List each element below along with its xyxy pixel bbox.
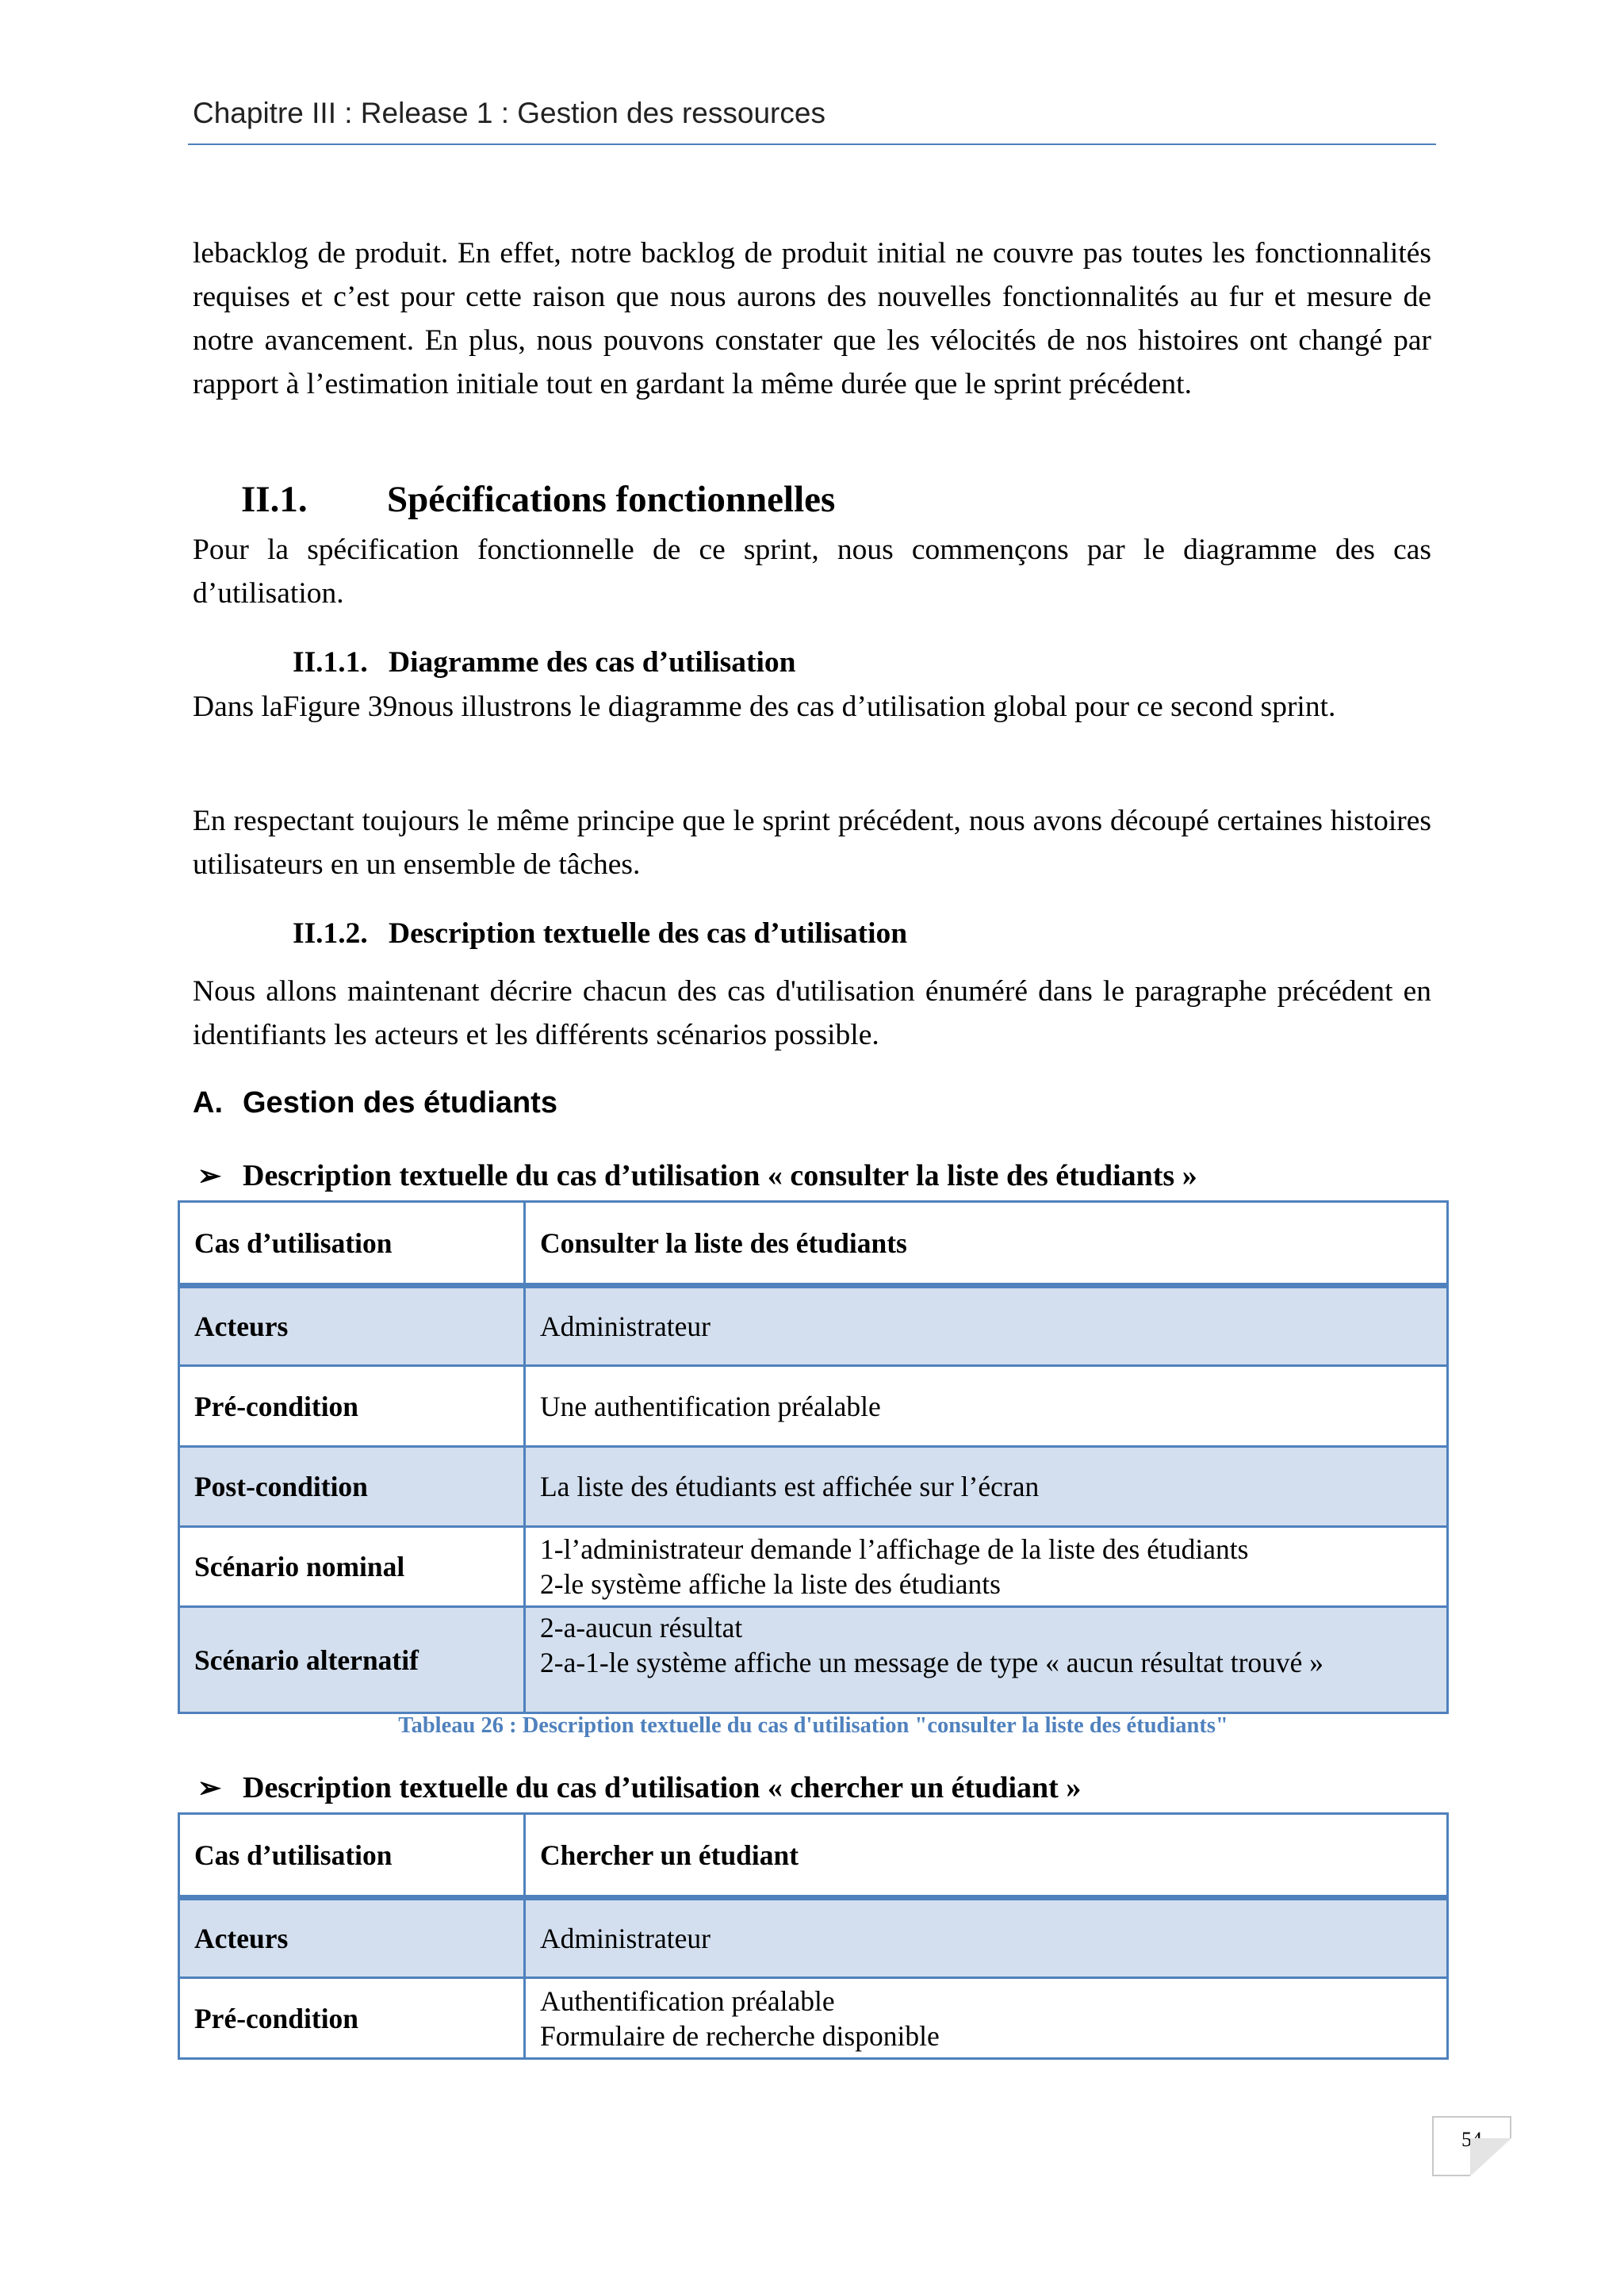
intro-paragraph: lebacklog de produit. En effet, notre backlog de produit initial ne couvre pas toutes les fonctionnalités requises et c’est pour cette raison que nous aurons des nouvelles fonctionnalités au fur et mesure de notre avancement. En plus, nous pouvons constater que les vélocités de nos histoires ont changé par rapport à l’estimation initiale tout en gardant la même durée que le sprint précédent.	[193, 237, 1431, 400]
row-value: La liste des étudiants est affichée sur l’écran	[525, 1447, 1448, 1527]
row-value: Une authentification préalable	[525, 1366, 1448, 1447]
table-row	[179, 1366, 1448, 1447]
use-case-table-chercher	[178, 1812, 1449, 2060]
section-title: Description textuelle des cas d’utilisation	[389, 917, 908, 950]
row-value-multiline	[525, 1978, 1448, 2059]
table-row	[179, 1607, 1448, 1713]
section-number: II.1.2.	[293, 917, 368, 950]
row-label: Scénario nominal	[179, 1527, 525, 1607]
arrow-bullet-icon: ➢	[197, 1160, 222, 1192]
page-number: 54	[1461, 2128, 1482, 2151]
section-ii1-paragraph: Pour la spécification fonctionnelle de ce sprint, nous commençons par le diagramme des cas d’utilisation.	[193, 534, 1431, 610]
section-letter: A.	[193, 1086, 223, 1119]
table1-heading-text: Description textuelle du cas d’utilisation « consulter la liste des étudiants »	[243, 1159, 1197, 1192]
row-value: Chercher un étudiant	[525, 1814, 1448, 1898]
section-heading-ii12	[293, 914, 907, 954]
row-value-multiline	[525, 1607, 1448, 1713]
page-number-box	[1432, 2116, 1511, 2176]
table1-caption: Tableau 26 : Description textuelle du cas d'utilisation "consulter la liste des étudiants"	[398, 1713, 1228, 1738]
section-title: Diagramme des cas d’utilisation	[389, 646, 796, 679]
table-row	[179, 1978, 1448, 2059]
row-value: Consulter la liste des étudiants	[525, 1202, 1448, 1286]
table-row	[179, 1898, 1448, 1978]
row-label: Cas d’utilisation	[179, 1202, 525, 1286]
row-value-multiline	[525, 1527, 1448, 1607]
section-heading-a	[193, 1081, 557, 1125]
row-label: Scénario alternatif	[179, 1607, 525, 1713]
row-value-line: Authentification préalable	[540, 1984, 835, 2017]
row-label: Pré-condition	[179, 1366, 525, 1447]
arrow-bullet-icon: ➢	[197, 1772, 222, 1804]
table-row	[179, 1527, 1448, 1607]
table2-heading	[197, 1766, 1081, 1810]
row-value-line: 2-a-1-le système affiche un message de type « aucun résultat trouvé »	[540, 1647, 1324, 1678]
table-row	[179, 1202, 1448, 1286]
use-case-table-consulter	[178, 1200, 1449, 1714]
section-title: Spécifications fonctionnelles	[387, 479, 836, 520]
row-value-line: 2-le système affiche la liste des étudiants	[540, 1568, 1001, 1600]
row-value: Administrateur	[525, 1898, 1448, 1978]
section-ii11-paragraph-2: En respectant toujours le même principe que le sprint précédent, nous avons découpé certaines histoires utilisateurs en un ensemble de tâches.	[193, 805, 1431, 881]
section-heading-ii1	[241, 476, 835, 523]
table-row	[179, 1447, 1448, 1527]
table1-heading	[197, 1154, 1197, 1198]
row-value-line: Formulaire de recherche disponible	[540, 2019, 940, 2052]
header-rule	[188, 144, 1436, 145]
row-label: Post-condition	[179, 1447, 525, 1527]
running-header: Chapitre III : Release 1 : Gestion des ressources	[193, 97, 825, 129]
row-label: Cas d’utilisation	[179, 1814, 525, 1898]
page-curl-icon	[1470, 2138, 1511, 2176]
section-number: II.1.	[241, 479, 308, 520]
section-number: II.1.1.	[293, 646, 368, 679]
row-value: Administrateur	[525, 1286, 1448, 1366]
section-ii11-paragraph-1: Dans laFigure 39nous illustrons le diagramme des cas d’utilisation global pour ce second sprint.	[193, 691, 1336, 723]
section-title: Gestion des étudiants	[243, 1086, 557, 1119]
row-label: Pré-condition	[179, 1978, 525, 2059]
table-row	[179, 1286, 1448, 1366]
row-label: Acteurs	[179, 1286, 525, 1366]
section-ii12-paragraph: Nous allons maintenant décrire chacun des cas d'utilisation énuméré dans le paragraphe précédent en identifiants les acteurs et les différents scénarios possible.	[193, 975, 1431, 1051]
section-heading-ii11	[293, 643, 796, 683]
table2-heading-text: Description textuelle du cas d’utilisation « chercher un étudiant »	[243, 1771, 1082, 1804]
row-value-line: 2-a-aucun résultat	[540, 1612, 743, 1644]
row-value-line: 1-l’administrateur demande l’affichage de la liste des étudiants	[540, 1533, 1249, 1565]
row-label: Acteurs	[179, 1898, 525, 1978]
table-row	[179, 1814, 1448, 1898]
